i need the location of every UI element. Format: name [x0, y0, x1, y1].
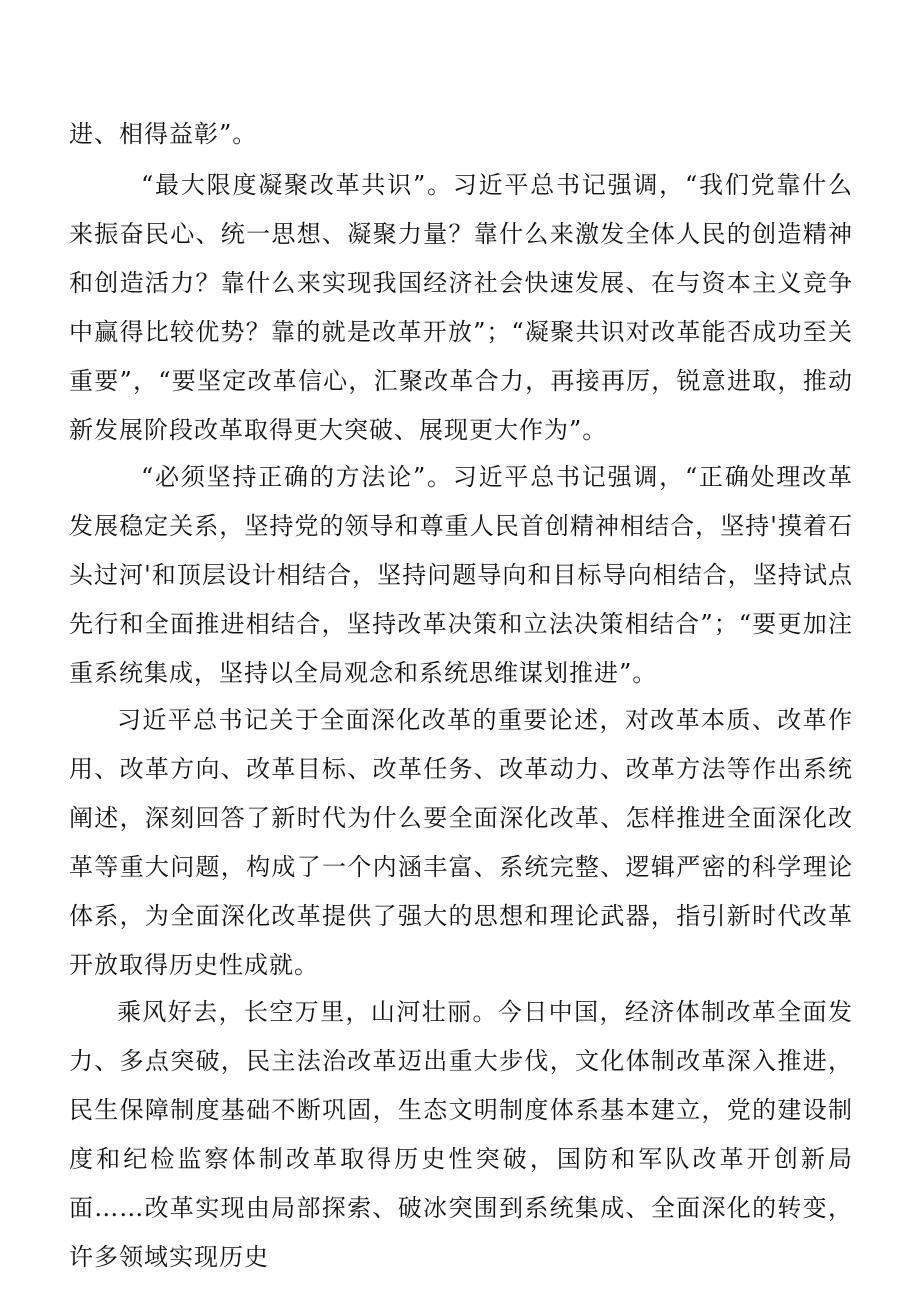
paragraph-continuation: 进、相得益彰”。	[69, 120, 258, 148]
paragraph-reform-consensus: “最大限度凝聚改革共识”。习近平总书记强调，“我们党靠什么来振奋民心、统一思想、凝聚力量？靠什么来激发全体人民的创造精神和创造活力？靠什么来实现我国经济社会快速发展、在与资本主义竞争中赢得比较优势？靠的就是改革开放”；“凝聚共识对改革能否成功至关重要”，“要坚定改革信心，汇聚改革合力，再接再厉，锐意进取，推动新发展阶段改革取得更大突破、展现更大作为”。	[69, 171, 853, 444]
paragraph-theory-system: 习近平总书记关于全面深化改革的重要论述，对改革本质、改革作用、改革方向、改革目标、改革任务、改革动力、改革方法等作出系统阐述，深刻回答了新时代为什么要全面深化改革、怎样推进全面深化改革等重大问题，构成了一个内涵丰富、系统完整、逻辑严密的科学理论体系，为全面深化改革提供了强大的思想和理论武器，指引新时代改革开放取得历史性成就。	[69, 706, 853, 979]
paragraph-achievements: 乘风好去，长空万里，山河壮丽。今日中国，经济体制改革全面发力、多点突破，民主法治改革迈出重大步伐，文化体制改革深入推进，民生保障制度基础不断巩固，生态文明制度体系基本建立，党的建设制度和纪检监察体制改革取得历史性突破，国防和军队改革开创新局面……改革实现由局部探索、破冰突围到系统集成、全面深化的转变，许多领域实现历史	[69, 998, 853, 1271]
paragraph-methodology: “必须坚持正确的方法论”。习近平总书记强调，“正确处理改革发展稳定关系，坚持党的领导和尊重人民首创精神相结合，坚持'摸着石头过河'和顶层设计相结合，坚持问题导向和目标导向相结合，坚持试点先行和全面推进相结合，坚持改革决策和立法决策相结合”；“要更加注重系统集成，坚持以全局观念和系统思维谋划推进”。	[69, 463, 853, 687]
